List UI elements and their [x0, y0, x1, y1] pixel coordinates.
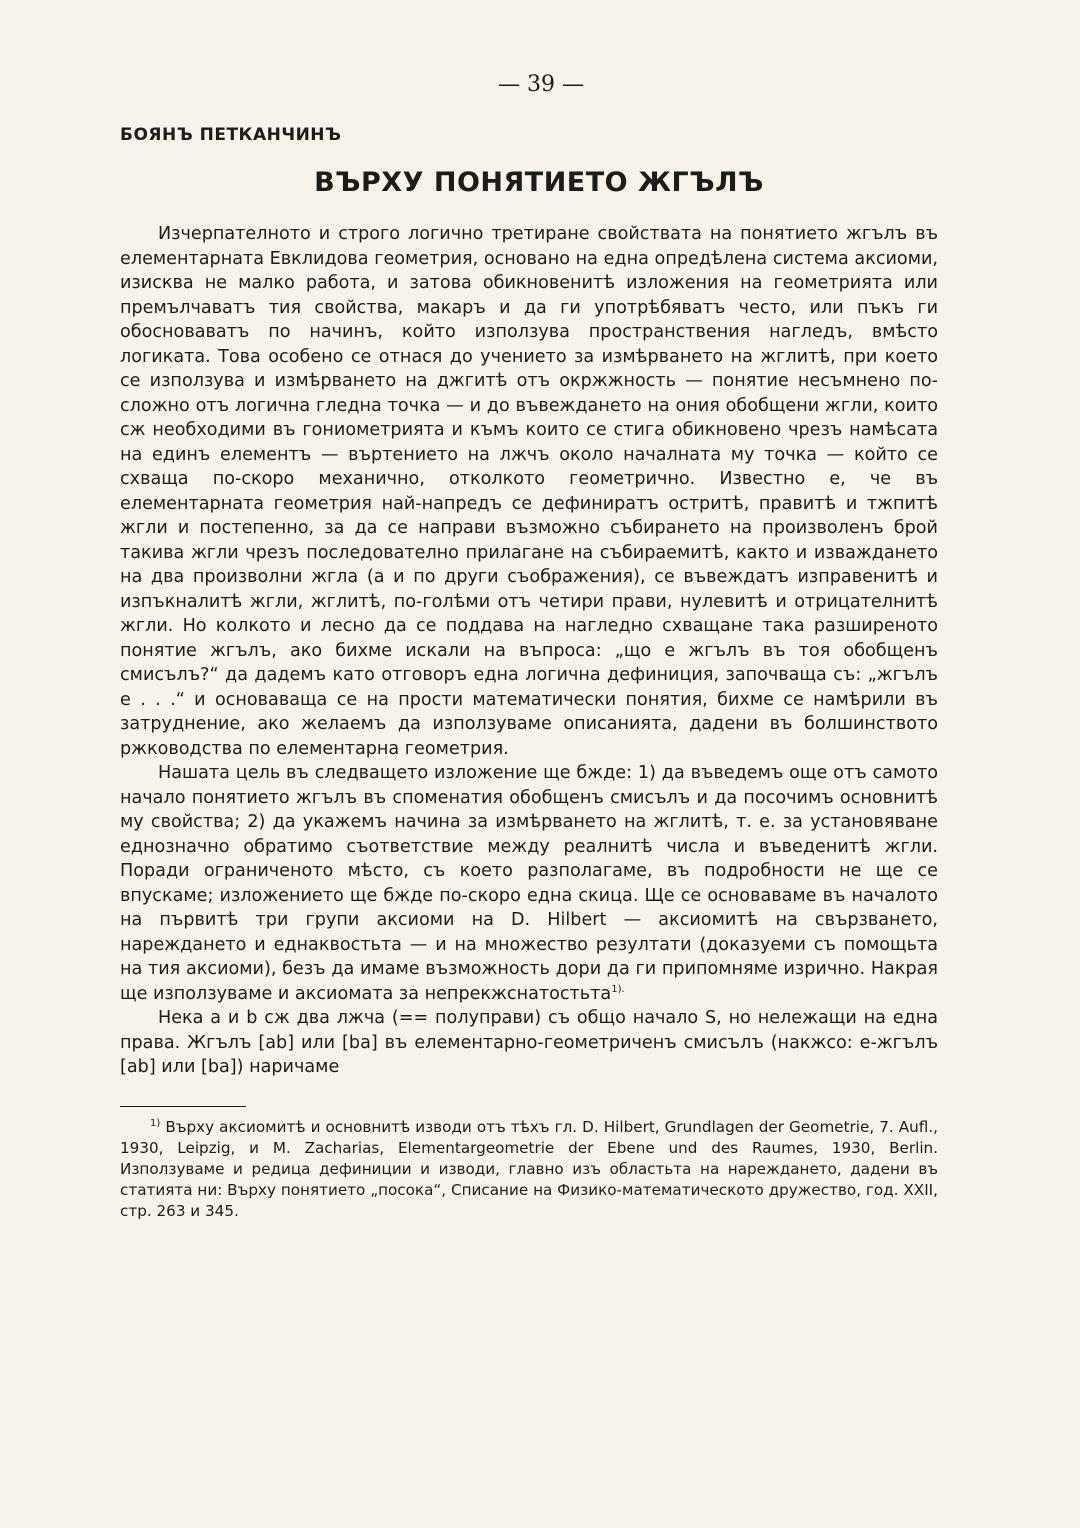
footnote-divider [120, 1106, 246, 1107]
footnote [120, 1117, 938, 1222]
paragraph-3: Нека a и b сж два лжча (== полуправи) съ общо начало S, но нележащи на една права. Жгълъ [ab] или [ba] въ елементарно-геометриченъ смисълъ (накжсо: е-жгълъ [ab] или [ba]) наричаме [120, 1008, 938, 1077]
footnote-reference-close: ). [617, 983, 625, 995]
page-number: — 39 — [498, 72, 584, 97]
article-body [120, 222, 938, 1080]
paragraph-1: Изчерпателното и строго логично третиране свойствата на понятието жгълъ въ елементарната Евклидова геометрия, основано на една опредѣлена система аксиоми, изисква не малко работа, и затова обикновенитѣ изложения на геометрията или премълчаватъ тия свойства, макаръ и да ги употрѣбяватъ често, или пъкъ ги обосноваватъ по начинъ, който използува пространствения нагледъ, вмѣсто логиката. Това особено се отнася до учението за измѣрването на жглитѣ, при което се използува и измѣрването на джгитѣ отъ окржжность — понятие несъмнено по-сложно отъ логична гледна точка — и до въвеждането на ония обобщени жгли, които сж необходими въ гониометрията и къмъ които се стига обикновено чрезъ намѣсата на единъ елементъ — въртението на лжчъ около началната му точка — който се схваща по-скоро механично, отколкото геометрично. Известно е, че въ елементарната геометрия най-напредъ се дефиниратъ остритѣ, правитѣ и тжпитѣ жгли и постепенно, за да се направи възможно събирането на произволенъ брой такива жгли чрезъ последователно прилагане на събираемитѣ, както и изваждането на два произволни жгла (а и по други съображения), се въвеждатъ изправенитѣ и изпъкналитѣ жгли, жглитѣ, по-голѣми отъ четири прави, нулевитѣ и отрицателнитѣ жгли. Но колкото и лесно да се поддава на нагледно схващане така разширеното понятие жгълъ, ако бихме искали на въпроса: „що е жгълъ въ тоя обобщенъ смисълъ?“ да дадемъ като отговоръ една логична дефиниция, започваща съ: „жгълъ е . . .“ и основаваща се на прости математически понятия, бихме се намѣрили въ затруднение, ако желаемъ да използуваме описанията, дадени въ болшинството ржководства по елементарна геометрия. [120, 224, 938, 759]
footnote-marker-number: 1 [150, 1117, 157, 1129]
footnote-marker [150, 1117, 160, 1128]
footnote-reference [611, 984, 624, 995]
paragraph-2 [120, 761, 938, 1006]
article-title: ВЪРХУ ПОНЯТИЕТО ЖГЪЛЪ [314, 167, 764, 198]
paragraph-2-text: Нашата цель въ следващето изложение ще бжде: 1) да въведемъ още отъ самото начало понятието жгълъ въ споменатия обобщенъ смисълъ и да посочимъ основнитѣ му свойства; 2) да укажемъ начина за измѣрването на жглитѣ, т. е. за установяване еднозначно обратимо съответствие между реалнитѣ числа и въведенитѣ жгли. Поради ограниченото мѣсто, съ което разполагаме, въ подробности не ще се впускаме; изложението ще бжде по-скоро една скица. Ще се основаваме въ началото на първитѣ три групи аксиоми на D. Hilbert — аксиомитѣ на свързването, нареждането и еднаквостьта — и на множество резултати (доказуеми съ помощьта на тия аксиоми), безъ да имаме възможность дори да ги припомняме изрично. Накрая ще използуваме и аксиомата за непрекжснатостьта [120, 763, 938, 1004]
author-name: БОЯНЪ ПЕТКАНЧИНЪ [120, 125, 342, 145]
footnote-text: Върху аксиомитѣ и основнитѣ изводи отъ тѣхъ гл. D. Hilbert, Grundlagen der Geometrie, 7. Aufl., 1930, Leipzig, и M. Zacharias, Elementargeometrie der Ebene und des Raumes, 1930, Berlin. Използуваме и редица дефиниции и изводи, главно изъ областьта на нареждането, дадени въ статията ни: Върху понятието „посока“, Списание на Физико-математическото дружество, год. XXII, стр. 263 и 345. [120, 1117, 939, 1220]
footnote-marker-paren: ) [156, 1117, 161, 1129]
footnote-reference-number: 1 [611, 983, 618, 995]
